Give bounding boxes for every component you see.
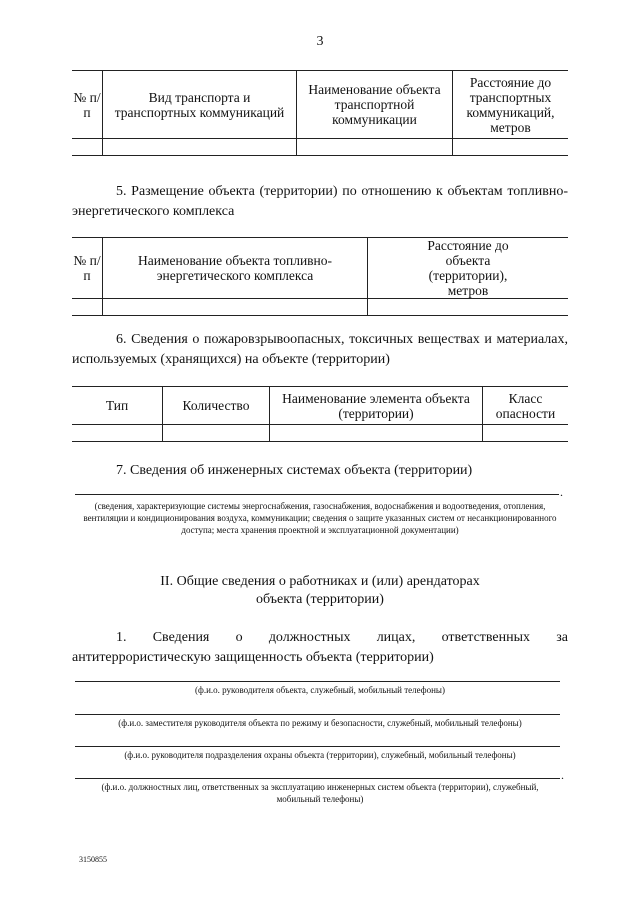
section-5-text: 5. Размещение объекта (территории) по отношению к объектам топливно-энергетического комплекса	[72, 184, 568, 219]
col-transport-type: Вид транспорта и транспортных коммуникаций	[103, 71, 297, 139]
col-number: № п/п	[72, 238, 103, 299]
section-6-text: 6. Сведения о пожаровзрывоопасных, токсичных веществах и материалах, используемых (хранящихся) на объекте (территории)	[72, 332, 568, 367]
fill-line	[75, 494, 559, 495]
table-row	[72, 299, 568, 316]
col-element-name: Наименование элемента объекта (территории)	[270, 387, 483, 425]
col-distance: Расстояние до транспортных коммуникаций, метров	[453, 71, 569, 139]
document-code: 3150855	[79, 855, 107, 864]
deputy-caption: (ф.и.о. заместителя руководителя объекта по режиму и безопасности, служебный, мобильный телефоны)	[118, 718, 522, 728]
table-row	[72, 425, 568, 442]
security-head-caption: (ф.и.о. руководителя подразделения охраны объекта (территории), служебный, мобильный телефоны)	[124, 750, 516, 760]
col-transport-object: Наименование объекта транспортной коммуникации	[297, 71, 453, 139]
col-quantity: Количество	[163, 387, 270, 425]
col-number: № п/п	[72, 71, 103, 139]
fill-line	[75, 746, 560, 747]
page-number: 3	[316, 34, 324, 49]
col-type: Тип	[72, 387, 163, 425]
director-caption: (ф.и.о. руководителя объекта, служебный, мобильный телефоны)	[195, 685, 445, 695]
hazardous-materials-table	[72, 386, 568, 442]
section-7-text: 7. Сведения об инженерных системах объекта (территории)	[116, 463, 473, 478]
fuel-energy-table	[72, 237, 568, 316]
fill-line	[75, 778, 560, 779]
table-row	[72, 139, 568, 156]
part-2-title-line-1: II. Общие сведения о работниках и (или) арендаторах	[160, 574, 480, 589]
part-2-title-line-2: объекта (территории)	[256, 592, 384, 607]
col-hazard-class: Класс опасности	[483, 387, 569, 425]
fill-line	[75, 681, 560, 682]
fill-line	[75, 714, 560, 715]
engineering-staff-caption: (ф.и.о. должностных лиц, ответственных за эксплуатацию инженерных систем объекта (территории), служебный, мобильный телефоны)	[101, 782, 539, 804]
col-fuel-object: Наименование объекта топливно-энергетического комплекса	[103, 238, 368, 299]
col-distance: Расстояние до объекта (территории), метров	[368, 238, 569, 299]
section-7-caption: (сведения, характеризующие системы энергоснабжения, газоснабжения, водоснабжения и водоотведения, отопления, вентиляции и кондиционирования воздуха, коммуникации; сведения о защите указанных систем от несанкционированного доступа; места хранения проектной и эксплуатационной документации)	[83, 501, 557, 535]
transport-table	[72, 70, 568, 156]
part-2-item-1-text: 1. Сведения о должностных лицах, ответственных за антитеррористическую защищенность объекта (территории)	[72, 630, 568, 665]
